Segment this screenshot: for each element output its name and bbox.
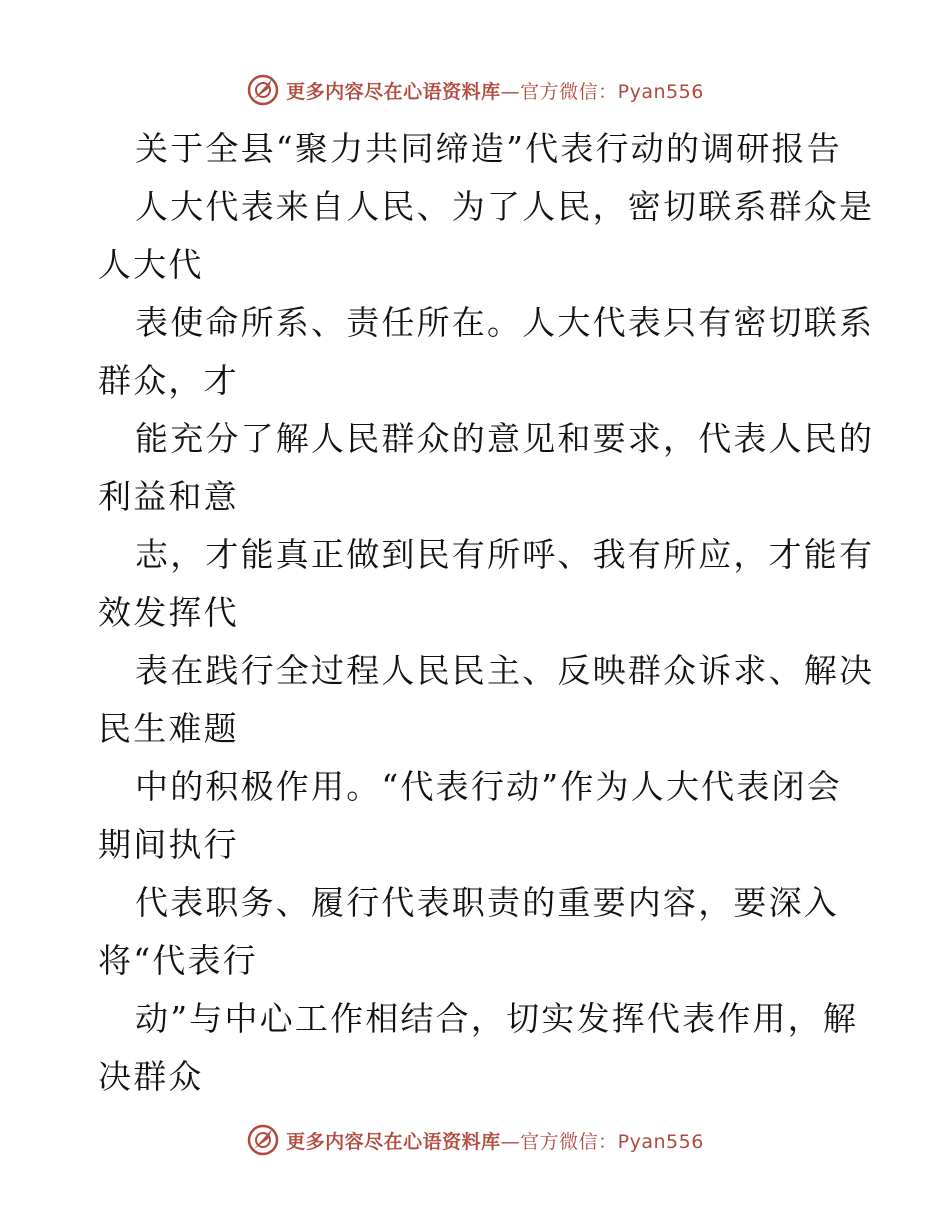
banner-wechat: —官方微信：Pyan556 xyxy=(500,1130,704,1153)
text-line: 志，才能真正做到民有所呼、我有所应，才能有 xyxy=(135,535,875,574)
header-watermark-banner xyxy=(0,70,950,110)
text-line: 期间执行 xyxy=(98,825,239,864)
text-line: 中的积极作用。“代表行动”作为人大代表闭会 xyxy=(135,767,842,806)
text-line: 能充分了解人民群众的意见和要求，代表人民的 xyxy=(135,419,875,458)
text-line: 表在践行全过程人民民主、反映群众诉求、解决 xyxy=(135,651,875,690)
text-line: 关于全县“聚力共同缔造”代表行动的调研报告 xyxy=(135,129,842,168)
text-line: 表使命所系、责任所在。人大代表只有密切联系 xyxy=(135,303,875,342)
banner-label xyxy=(286,1127,704,1154)
document-body xyxy=(98,120,875,1106)
text-line: 动”与中心工作相结合，切实发挥代表作用，解 xyxy=(135,999,859,1038)
footer-watermark-banner xyxy=(0,1120,950,1160)
banner-label xyxy=(286,77,704,104)
text-line: 民生难题 xyxy=(98,709,239,748)
banner-wechat: —官方微信：Pyan556 xyxy=(500,80,704,103)
quill-logo-icon xyxy=(246,1123,280,1157)
quill-logo-icon xyxy=(246,73,280,107)
text-line: 利益和意 xyxy=(98,477,239,516)
text-line: 将“代表行 xyxy=(98,941,258,980)
text-line: 决群众 xyxy=(98,1057,204,1096)
banner-title: 更多内容尽在心语资料库 xyxy=(286,80,501,103)
banner-title: 更多内容尽在心语资料库 xyxy=(286,1130,501,1153)
text-line: 人大代表来自人民、为了人民，密切联系群众是 xyxy=(135,187,875,226)
text-line: 效发挥代 xyxy=(98,593,239,632)
text-line: 人大代 xyxy=(98,245,204,284)
text-line: 群众，才 xyxy=(98,361,239,400)
text-line: 代表职务、履行代表职责的重要内容，要深入 xyxy=(135,883,839,922)
